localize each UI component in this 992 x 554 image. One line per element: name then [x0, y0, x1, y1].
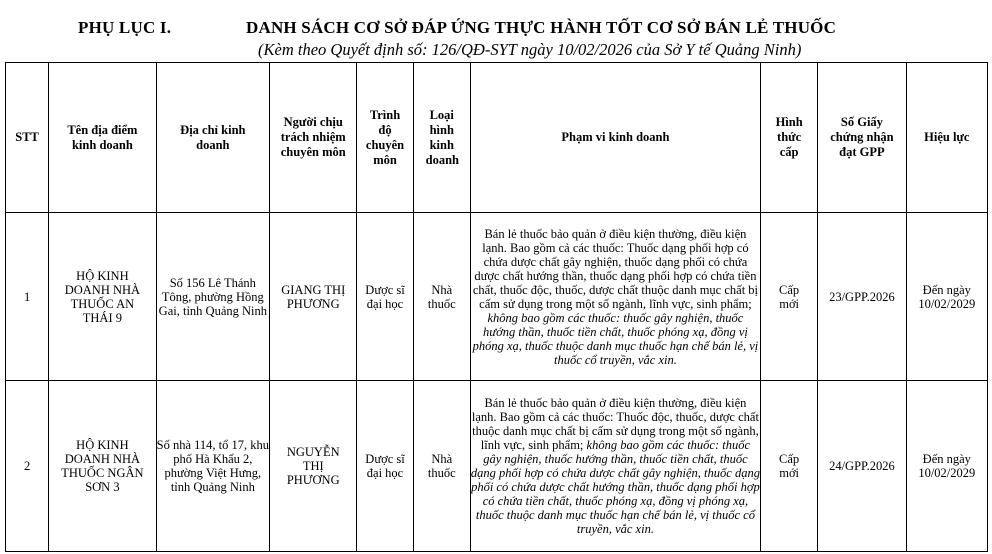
cell-stt: 2: [6, 381, 49, 552]
cell-person: GIANG THỊ PHƯƠNG: [270, 213, 357, 381]
table-row: [6, 381, 988, 552]
cell-person: NGUYỄN THỊ PHƯƠNG: [270, 381, 357, 552]
col-header-type: Loại hình kinh doanh: [413, 63, 470, 213]
cell-validity: Đến ngày 10/02/2029: [906, 381, 987, 552]
cell-cert: 24/GPP.2026: [818, 381, 906, 552]
cell-type: Nhà thuốc: [413, 213, 470, 381]
cell-stt: 1: [6, 213, 49, 381]
document-header: [0, 18, 992, 62]
scope-included-text: Bán lẻ thuốc bảo quản ở điều kiện thường, điều kiện lạnh. Bao gồm cả các thuốc: Thuốc dạng phối hợp có chứa dược chất gây nghiện, thuốc dạng phối có chứa dược chất hướng thần, thuốc dạng phối hợp có chứa tiền chất, thuốc độc, thuốc, dược chất thuộc danh mục chất bị cấm sử dụng trong một số ngành, lĩnh vực, sinh phẩm;: [472, 226, 759, 311]
col-header-person: Người chịu trách nhiệm chuyên môn: [270, 63, 357, 213]
cell-cert: 23/GPP.2026: [818, 213, 906, 381]
cell-type: Nhà thuốc: [413, 381, 470, 552]
col-header-level: Trình độ chuyên môn: [357, 63, 413, 213]
cell-address: Số 156 Lê Thánh Tông, phường Hồng Gai, tỉnh Quảng Ninh: [156, 213, 269, 381]
cell-scope: [470, 213, 760, 381]
col-header-name: Tên địa điểm kinh doanh: [49, 63, 156, 213]
cell-scope: [470, 381, 760, 552]
appendix-label: PHỤ LỤC I.: [78, 18, 172, 37]
scope-excluded-text: không bao gồm các thuốc: thuốc gây nghiện, thuốc hướng thần, thuốc tiền chất, thuốc dạng phối hợp có chứa dược chất gây nghiện, thuốc dạng phối có chứa dược chất hướng thần, thuốc dạng phối hợp có chứa tiền chất, thuốc phóng xạ, đồng vị phóng xạ, thuốc thuộc danh mục thuốc hạn chế bán lẻ, vị thuốc cổ truyền, vắc xin.: [470, 438, 760, 536]
scope-excluded-text: không bao gồm các thuốc: thuốc gây nghiện, thuốc hướng thần, thuốc tiền chất, thuốc phóng xạ, đồng vị phóng xạ, thuốc thuộc danh mục thuốc hạn chế bán lẻ, vị thuốc cổ truyền, vắc xin.: [472, 310, 759, 367]
cell-level: Dược sĩ đại học: [357, 381, 413, 552]
col-header-cert: Số Giấy chứng nhận đạt GPP: [818, 63, 906, 213]
cell-name: HỘ KINH DOANH NHÀ THUỐC NGÂN SƠN 3: [49, 381, 156, 552]
gpp-list-table: [5, 62, 988, 552]
document-subtitle: (Kèm theo Quyết định số: 126/QĐ-SYT ngày 10/02/2026 của Sở Y tế Quảng Ninh): [258, 40, 802, 59]
cell-validity: Đến ngày 10/02/2029: [906, 213, 987, 381]
table-header-row: [6, 63, 988, 213]
col-header-stt: STT: [6, 63, 49, 213]
document-title: DANH SÁCH CƠ SỞ ĐÁP ỨNG THỰC HÀNH TỐT CƠ SỞ BÁN LẺ THUỐC: [246, 18, 837, 37]
cell-form: Cấp mới: [761, 381, 818, 552]
col-header-scope: Phạm vi kinh doanh: [470, 63, 760, 213]
cell-name: HỘ KINH DOANH NHÀ THUỐC AN THÁI 9: [49, 213, 156, 381]
col-header-address: Địa chỉ kinh doanh: [156, 63, 269, 213]
cell-form: Cấp mới: [761, 213, 818, 381]
cell-level: Dược sĩ đại học: [357, 213, 413, 381]
col-header-form: Hình thức cấp: [761, 63, 818, 213]
col-header-validity: Hiệu lực: [906, 63, 987, 213]
table-row: [6, 213, 988, 381]
cell-address: Số nhà 114, tổ 17, khu phố Hà Khẩu 2, phường Việt Hưng, tỉnh Quảng Ninh: [156, 381, 269, 552]
scope-included-text: Bán lẻ thuốc bảo quản ở điều kiện thường, điều kiện lạnh. Bao gồm cả các thuốc: Thuốc độc, thuốc, dược chất thuộc danh mục chất bị cấm sử dụng trong một số ngành, lĩnh vực, sinh phẩm;: [471, 396, 759, 452]
